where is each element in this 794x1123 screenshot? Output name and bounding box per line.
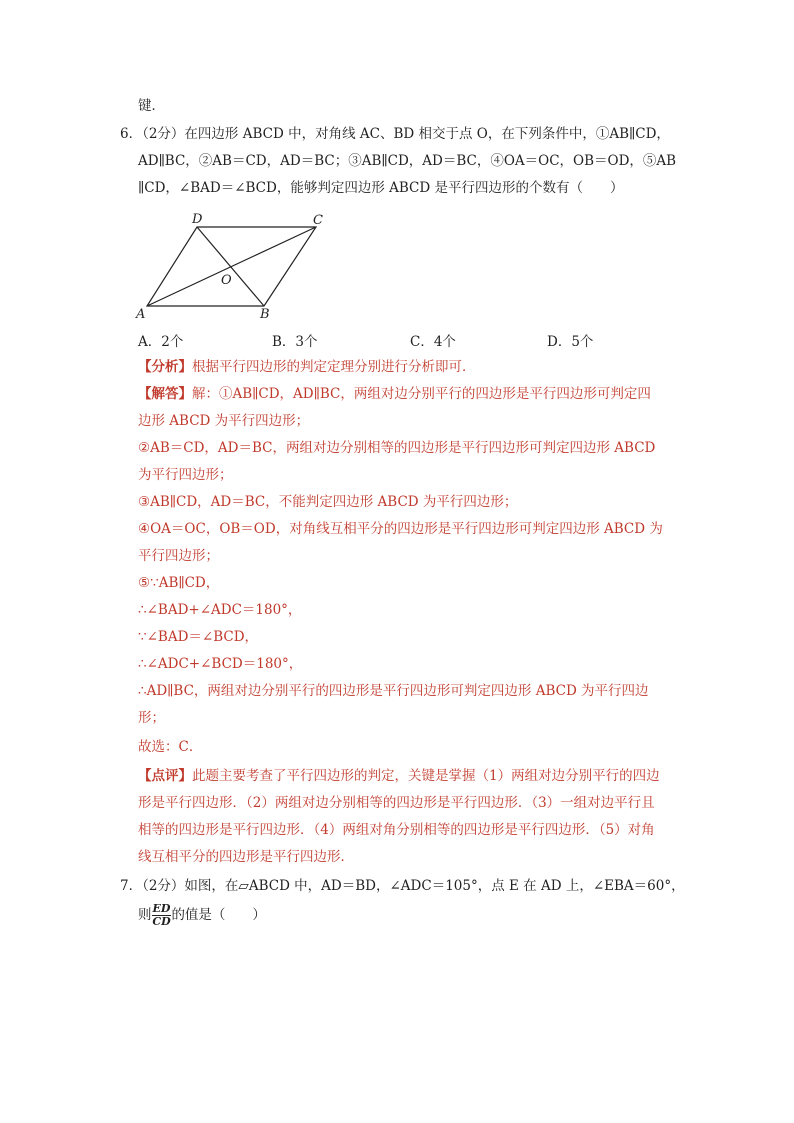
question-6-stem-line-1: [120, 124, 670, 144]
question-7-prefix: 则: [138, 907, 152, 923]
comment-line-4: 线互相平分的四边形是平行四边形．: [138, 849, 354, 865]
answer-text-1: 解：①AB∥CD，AD∥BC，两组对边分别平行的四边形是平行四边形可判定四: [192, 386, 651, 402]
previous-question-tail: 键．: [138, 98, 165, 114]
choice-c: C．4个: [410, 334, 456, 350]
analysis-text: 根据平行四边形的判定定理分别进行分析即可．: [192, 359, 476, 375]
label-a: A: [136, 307, 146, 320]
comment-line-3: 相等的四边形是平行四边形．（4）两组对角分别相等的四边形是平行四边形．（5）对角: [138, 822, 655, 838]
question-7-suffix: 的值是（ ）: [171, 907, 266, 923]
comment-line-1: [138, 766, 660, 786]
answer-line-7: 平行四边形；: [138, 548, 219, 564]
question-6-stem-line-3: ∥CD，∠BAD＝∠BCD，能够判定四边形 ABCD 是平行四边形的个数有（ ）: [138, 180, 624, 196]
question-7-text-1: （2分）如图，在▱ABCD 中，AD＝BD，∠ADC＝105°，点 E 在 AD 上，∠EBA＝60°，: [142, 878, 685, 894]
label-b: B: [260, 307, 270, 320]
question-7-stem-line-2: [138, 903, 266, 928]
parallelogram-figure: [132, 208, 342, 320]
answer-line-5: ③AB∥CD，AD＝BC，不能判定四边形 ABCD 为平行四边形；: [138, 494, 518, 510]
fraction-denominator: CD: [152, 915, 171, 928]
answer-line-1: [138, 384, 651, 404]
comment-tag: 【点评】: [138, 768, 192, 784]
fraction-numerator: ED: [152, 902, 171, 915]
diagonal-bd: [197, 227, 264, 306]
question-6-text-1: （2分）在四边形 ABCD 中，对角线 AC、BD 相交于点 O，在下列条件中，①AB∥CD，: [142, 126, 670, 142]
comment-text-1: 此题主要考查了平行四边形的判定，关键是掌握（1）两组对边分别平行的四边: [192, 768, 660, 784]
answer-line-8: ⑤∵AB∥CD，: [138, 575, 220, 591]
answer-line-2: 边形 ABCD 为平行四边形；: [138, 413, 310, 429]
answer-line-11: ∴∠ADC+∠BCD＝180°，: [138, 656, 303, 672]
answer-line-4: 为平行四边形；: [138, 467, 233, 483]
answer-line-13: 形；: [138, 710, 165, 726]
choice-a: A．2个: [138, 334, 184, 350]
analysis-tag: 【分析】: [138, 359, 192, 375]
label-d: D: [192, 212, 203, 227]
analysis-line: [138, 357, 476, 377]
question-6-number: 6．: [120, 126, 143, 142]
answer-tag: 【解答】: [138, 386, 192, 402]
fraction-ed-over-cd: [152, 903, 172, 928]
label-o: O: [221, 273, 232, 288]
final-answer: 故选：C．: [138, 739, 203, 755]
question-7-stem-line-1: [120, 876, 685, 896]
choice-d: D．5个: [547, 334, 594, 350]
choice-b: B．3个: [272, 334, 318, 350]
comment-line-2: 形是平行四边形．（2）两组对边分别相等的四边形是平行四边形．（3）一组对边平行且: [138, 795, 655, 811]
answer-line-9: ∴∠BAD+∠ADC＝180°，: [138, 602, 302, 618]
label-c: C: [313, 213, 323, 228]
answer-line-12: ∴AD∥BC，两组对边分别平行的四边形是平行四边形可判定四边形 ABCD 为平行四边: [138, 683, 649, 699]
answer-line-6: ④OA＝OC，OB＝OD，对角线互相平分的四边形是平行四边形可判定四边形 ABCD 为: [138, 521, 663, 537]
answer-line-3: ②AB＝CD，AD＝BC，两组对边分别相等的四边形是平行四边形可判定四边形 ABCD: [138, 440, 656, 456]
question-7-number: 7．: [120, 878, 143, 894]
answer-line-10: ∵∠BAD＝∠BCD，: [138, 629, 259, 645]
question-6-stem-line-2: AD∥BC，②AB＝CD，AD＝BC；③AB∥CD，AD＝BC，④OA＝OC，OB＝OD，⑤AB: [138, 153, 677, 169]
